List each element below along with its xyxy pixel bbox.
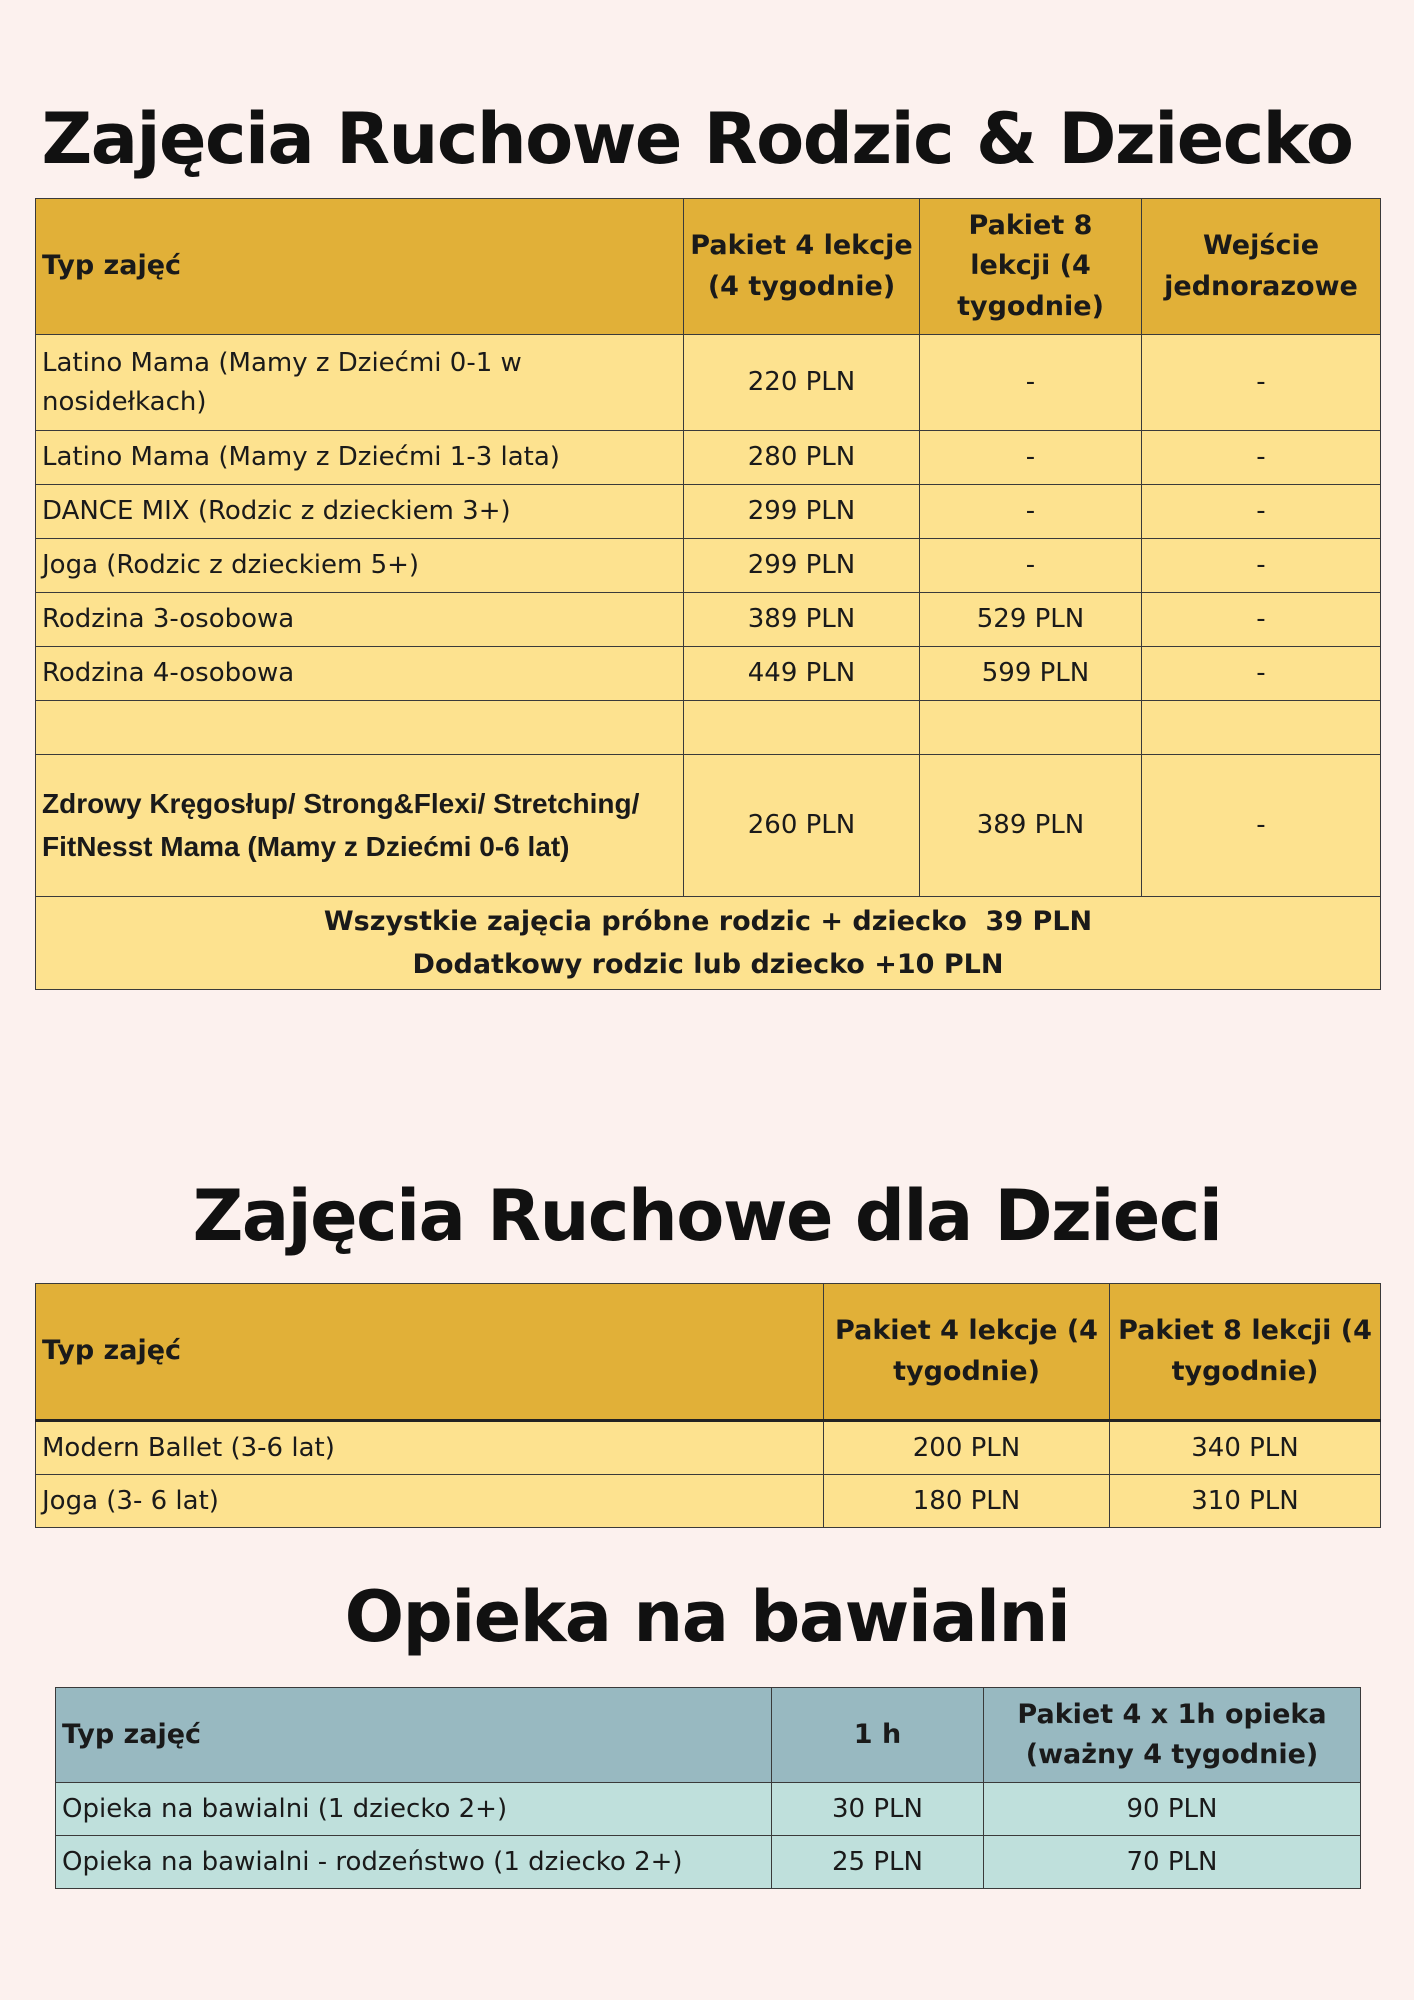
price-1h: 25 PLN: [772, 1836, 984, 1889]
price-single: -: [1142, 431, 1381, 485]
price-4: 200 PLN: [824, 1421, 1110, 1475]
price-single: -: [1142, 647, 1381, 701]
header-package-8: Pakiet 8 lekcji (4 tygodnie): [1110, 1284, 1381, 1421]
price-8: -: [920, 431, 1142, 485]
class-name: Rodzina 3-osobowa: [36, 593, 684, 647]
trial-note-row: [36, 897, 1381, 990]
empty-cell: [920, 701, 1142, 755]
price-8: -: [920, 485, 1142, 539]
empty-cell: [684, 701, 920, 755]
table-row: [36, 539, 1381, 593]
price-single: -: [1142, 539, 1381, 593]
table-row: [36, 647, 1381, 701]
price-4: 220 PLN: [684, 335, 920, 431]
empty-cell: [1142, 701, 1381, 755]
parent-child-price-table: [35, 198, 1381, 990]
table-row-empty: [36, 701, 1381, 755]
table-row: [36, 755, 1381, 897]
table-row: [36, 485, 1381, 539]
class-name: Modern Ballet (3-6 lat): [36, 1421, 824, 1475]
price-single: -: [1142, 755, 1381, 897]
price-8: 340 PLN: [1110, 1421, 1381, 1475]
class-name: Joga (3- 6 lat): [36, 1475, 824, 1528]
table-row: [36, 335, 1381, 431]
kids-price-table: [35, 1283, 1381, 1528]
table-row: [36, 1475, 1381, 1528]
header-single-entry: Wejście jednorazowe: [1142, 199, 1381, 335]
table-header-row: [56, 1688, 1361, 1783]
price-4: 280 PLN: [684, 431, 920, 485]
table-row: [36, 593, 1381, 647]
price-8: -: [920, 539, 1142, 593]
playroom-price-table: [55, 1687, 1361, 1889]
price-8: 310 PLN: [1110, 1475, 1381, 1528]
header-one-hour: 1 h: [772, 1688, 984, 1783]
class-name: Joga (Rodzic z dzieckiem 5+): [36, 539, 684, 593]
price-4: 299 PLN: [684, 485, 920, 539]
price-4: 180 PLN: [824, 1475, 1110, 1528]
table-row: [36, 431, 1381, 485]
table-header-row: [36, 1284, 1381, 1421]
header-package-4: Pakiet 4 lekcje (4 tygodnie): [824, 1284, 1110, 1421]
trial-note-line2: Dodatkowy rodzic lub dziecko +10 PLN: [412, 949, 1004, 980]
trial-note: [36, 897, 1381, 990]
price-8: -: [920, 335, 1142, 431]
class-name: Opieka na bawialni - rodzeństwo (1 dziecko 2+): [56, 1836, 772, 1889]
price-4: 260 PLN: [684, 755, 920, 897]
class-name: Latino Mama (Mamy z Dziećmi 0-1 w nosidełkach): [36, 335, 684, 431]
header-package-8: Pakiet 8 lekcji (4 tygodnie): [920, 199, 1142, 335]
header-package-4: Pakiet 4 lekcje (4 tygodnie): [684, 199, 920, 335]
table-header-row: [36, 199, 1381, 335]
class-name: DANCE MIX (Rodzic z dzieckiem 3+): [36, 485, 684, 539]
price-single: -: [1142, 485, 1381, 539]
price-package: 70 PLN: [984, 1836, 1361, 1889]
price-8: 529 PLN: [920, 593, 1142, 647]
header-package-4x1h: Pakiet 4 x 1h opieka (ważny 4 tygodnie): [984, 1688, 1361, 1783]
trial-note-line1: Wszystkie zajęcia próbne rodzic + dziecko 39 PLN: [323, 905, 1093, 937]
header-class-type: Typ zajęć: [56, 1688, 772, 1783]
header-class-type: Typ zajęć: [36, 1284, 824, 1421]
class-name: Opieka na bawialni (1 dziecko 2+): [56, 1783, 772, 1836]
section3-title: Opieka na bawialni: [344, 1576, 1070, 1658]
price-8: 389 PLN: [920, 755, 1142, 897]
price-package: 90 PLN: [984, 1783, 1361, 1836]
table-row: [56, 1783, 1361, 1836]
price-single: -: [1142, 593, 1381, 647]
class-name: Latino Mama (Mamy z Dziećmi 1-3 lata): [36, 431, 684, 485]
empty-cell: [36, 701, 684, 755]
price-8: 599 PLN: [920, 647, 1142, 701]
price-4: 449 PLN: [684, 647, 920, 701]
price-1h: 30 PLN: [772, 1783, 984, 1836]
header-class-type: Typ zajęć: [36, 199, 684, 335]
table-row: [56, 1836, 1361, 1889]
class-name: Rodzina 4-osobowa: [36, 647, 684, 701]
price-4: 389 PLN: [684, 593, 920, 647]
table-row: [36, 1421, 1381, 1475]
class-name: Zdrowy Kręgosłup/ Strong&Flexi/ Stretching/ FitNesst Mama (Mamy z Dziećmi 0-6 lat): [36, 755, 684, 897]
price-single: -: [1142, 335, 1381, 431]
section1-title: Zajęcia Ruchowe Rodzic & Dziecko: [41, 98, 1353, 180]
price-4: 299 PLN: [684, 539, 920, 593]
section2-title: Zajęcia Ruchowe dla Dzieci: [192, 1175, 1222, 1257]
